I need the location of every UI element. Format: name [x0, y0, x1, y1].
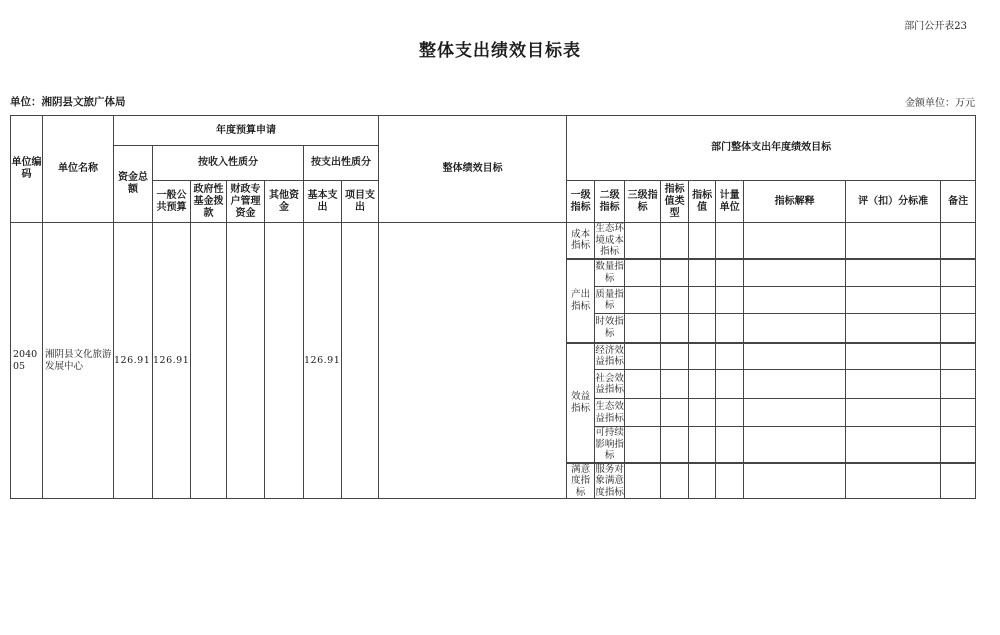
corner-form-number: 部门公开表23	[904, 21, 967, 32]
measure-unit-cell	[716, 343, 744, 370]
indicator-explanation-cell	[744, 370, 846, 399]
level2-indicator-cell: 经济效益指标	[595, 343, 625, 370]
scoring-standard-cell	[846, 463, 941, 499]
dept-annual-perf-target-header: 部门整体支出年度绩效目标	[567, 116, 976, 181]
remark-cell	[941, 259, 976, 287]
reporting-unit-label: 单位：湘阴县文旅广体局	[10, 96, 126, 108]
other-funds-header: 其他资金	[265, 181, 304, 223]
project-expense-header: 项目支出	[342, 181, 379, 223]
remark-cell	[941, 287, 976, 314]
measure-unit-cell	[716, 463, 744, 499]
indicator-value-type-cell	[661, 399, 689, 427]
level3-indicator-cell	[625, 463, 661, 499]
unit-name-header: 单位名称	[43, 116, 114, 223]
basic-expense-header: 基本支出	[304, 181, 342, 223]
level2-indicator-cell: 社会效益指标	[595, 370, 625, 399]
indicator-value-header: 指标值	[689, 181, 716, 223]
unit-code-cell: 204005	[11, 223, 43, 499]
page-title: 整体支出绩效目标表	[419, 41, 581, 61]
project-expense-cell	[342, 223, 379, 499]
level2-indicator-cell: 时效指标	[595, 314, 625, 343]
remark-cell	[941, 343, 976, 370]
level2-indicator-cell: 服务对象满意度指标	[595, 463, 624, 498]
indicator-explanation-cell	[744, 223, 846, 259]
indicator-value-cell	[689, 259, 716, 287]
indicator-value-type-cell	[661, 223, 689, 259]
level3-indicator-cell	[625, 259, 661, 287]
level2-indicator-cell: 生态效益指标	[595, 399, 625, 427]
indicator-value-cell	[689, 343, 716, 370]
level1-indicator-cell: 成本指标	[567, 223, 595, 259]
remark-cell	[941, 463, 976, 499]
level1-indicator-header: 一级指标	[567, 181, 595, 223]
overall-perf-target-header: 整体绩效目标	[379, 116, 567, 223]
level3-indicator-cell	[625, 287, 661, 314]
scoring-standard-header: 评（扣）分标准	[846, 181, 941, 223]
indicator-value-type-cell	[661, 287, 689, 314]
measure-unit-cell	[716, 259, 744, 287]
scoring-standard-cell	[846, 287, 941, 314]
measure-unit-header: 计量单位	[716, 181, 744, 223]
indicator-value-cell	[689, 314, 716, 343]
remark-cell	[941, 370, 976, 399]
level2-indicator-header: 二级指标	[595, 181, 625, 223]
level1-indicator-cell: 满意度指标	[567, 463, 595, 499]
gov-fund-grant-header: 政府性基金拨款	[191, 181, 227, 223]
indicator-explanation-cell	[744, 399, 846, 427]
fiscal-account-mgmt-header: 财政专户管理资金	[227, 181, 265, 223]
general-public-budget-cell: 126.91	[153, 223, 191, 499]
indicator-explanation-cell	[744, 314, 846, 343]
indicator-value-cell	[689, 223, 716, 259]
level1-indicator-cell: 产出指标	[567, 259, 595, 343]
indicator-value-type-header: 指标值类型	[661, 181, 689, 223]
by-income-nature-header: 按收入性质分	[153, 146, 304, 181]
indicator-value-cell	[689, 287, 716, 314]
level2-indicator-cell: 质量指标	[595, 287, 625, 314]
indicator-value-type-cell	[661, 463, 689, 499]
scoring-standard-cell	[846, 223, 941, 259]
scoring-standard-cell	[846, 370, 941, 399]
indicator-value-type-cell	[661, 314, 689, 343]
measure-unit-cell	[716, 399, 744, 427]
fiscal-account-mgmt-cell	[227, 223, 265, 499]
indicator-explanation-cell	[744, 427, 846, 463]
level2-indicator-cell: 数量指标	[595, 259, 625, 287]
level3-indicator-cell	[625, 223, 661, 259]
level3-indicator-cell	[625, 370, 661, 399]
level3-indicator-cell	[625, 399, 661, 427]
remark-cell	[941, 427, 976, 463]
unit-name-cell: 湘阴县文化旅游发展中心	[43, 223, 114, 499]
remark-cell	[941, 314, 976, 343]
scoring-standard-cell	[846, 427, 941, 463]
general-public-budget-header: 一般公共预算	[153, 181, 191, 223]
indicator-explanation-cell	[744, 343, 846, 370]
measure-unit-cell	[716, 287, 744, 314]
indicator-explanation-header: 指标解释	[744, 181, 846, 223]
level2-indicator-cell: 生态环境成本指标	[595, 223, 624, 257]
remark-cell	[941, 399, 976, 427]
scoring-standard-cell	[846, 399, 941, 427]
scoring-standard-cell	[846, 259, 941, 287]
basic-expense-cell: 126.91	[304, 223, 342, 499]
level2-indicator-cell: 可持续影响指标	[595, 427, 624, 461]
level3-indicator-cell	[625, 427, 661, 463]
indicator-value-type-cell	[661, 259, 689, 287]
indicator-explanation-cell	[744, 259, 846, 287]
measure-unit-cell	[716, 223, 744, 259]
indicator-value-type-cell	[661, 427, 689, 463]
total-funds-header: 资金总额	[114, 146, 153, 223]
gov-fund-grant-cell	[191, 223, 227, 499]
level3-indicator-cell	[625, 314, 661, 343]
indicator-value-type-cell	[661, 343, 689, 370]
level1-indicator-cell: 效益指标	[567, 343, 595, 463]
other-funds-cell	[265, 223, 304, 499]
total-funds-cell: 126.91	[114, 223, 153, 499]
measure-unit-cell	[716, 427, 744, 463]
by-expense-nature-header: 按支出性质分	[304, 146, 379, 181]
level3-indicator-cell	[625, 343, 661, 370]
measure-unit-cell	[716, 314, 744, 343]
scoring-standard-cell	[846, 343, 941, 370]
remark-cell	[941, 223, 976, 259]
overall-perf-target-cell	[379, 223, 567, 499]
scoring-standard-cell	[846, 314, 941, 343]
amount-unit-label: 金额单位：万元	[905, 98, 975, 109]
indicator-explanation-cell	[744, 287, 846, 314]
indicator-value-type-cell	[661, 370, 689, 399]
performance-target-table	[10, 115, 976, 499]
measure-unit-cell	[716, 370, 744, 399]
unit-code-header: 单位编码	[11, 116, 43, 223]
indicator-value-cell	[689, 370, 716, 399]
remark-header: 备注	[941, 181, 976, 223]
indicator-value-cell	[689, 399, 716, 427]
indicator-explanation-cell	[744, 463, 846, 499]
annual-budget-request-header: 年度预算申请	[114, 116, 379, 146]
level3-indicator-header: 三级指标	[625, 181, 661, 223]
indicator-value-cell	[689, 463, 716, 499]
indicator-value-cell	[689, 427, 716, 463]
